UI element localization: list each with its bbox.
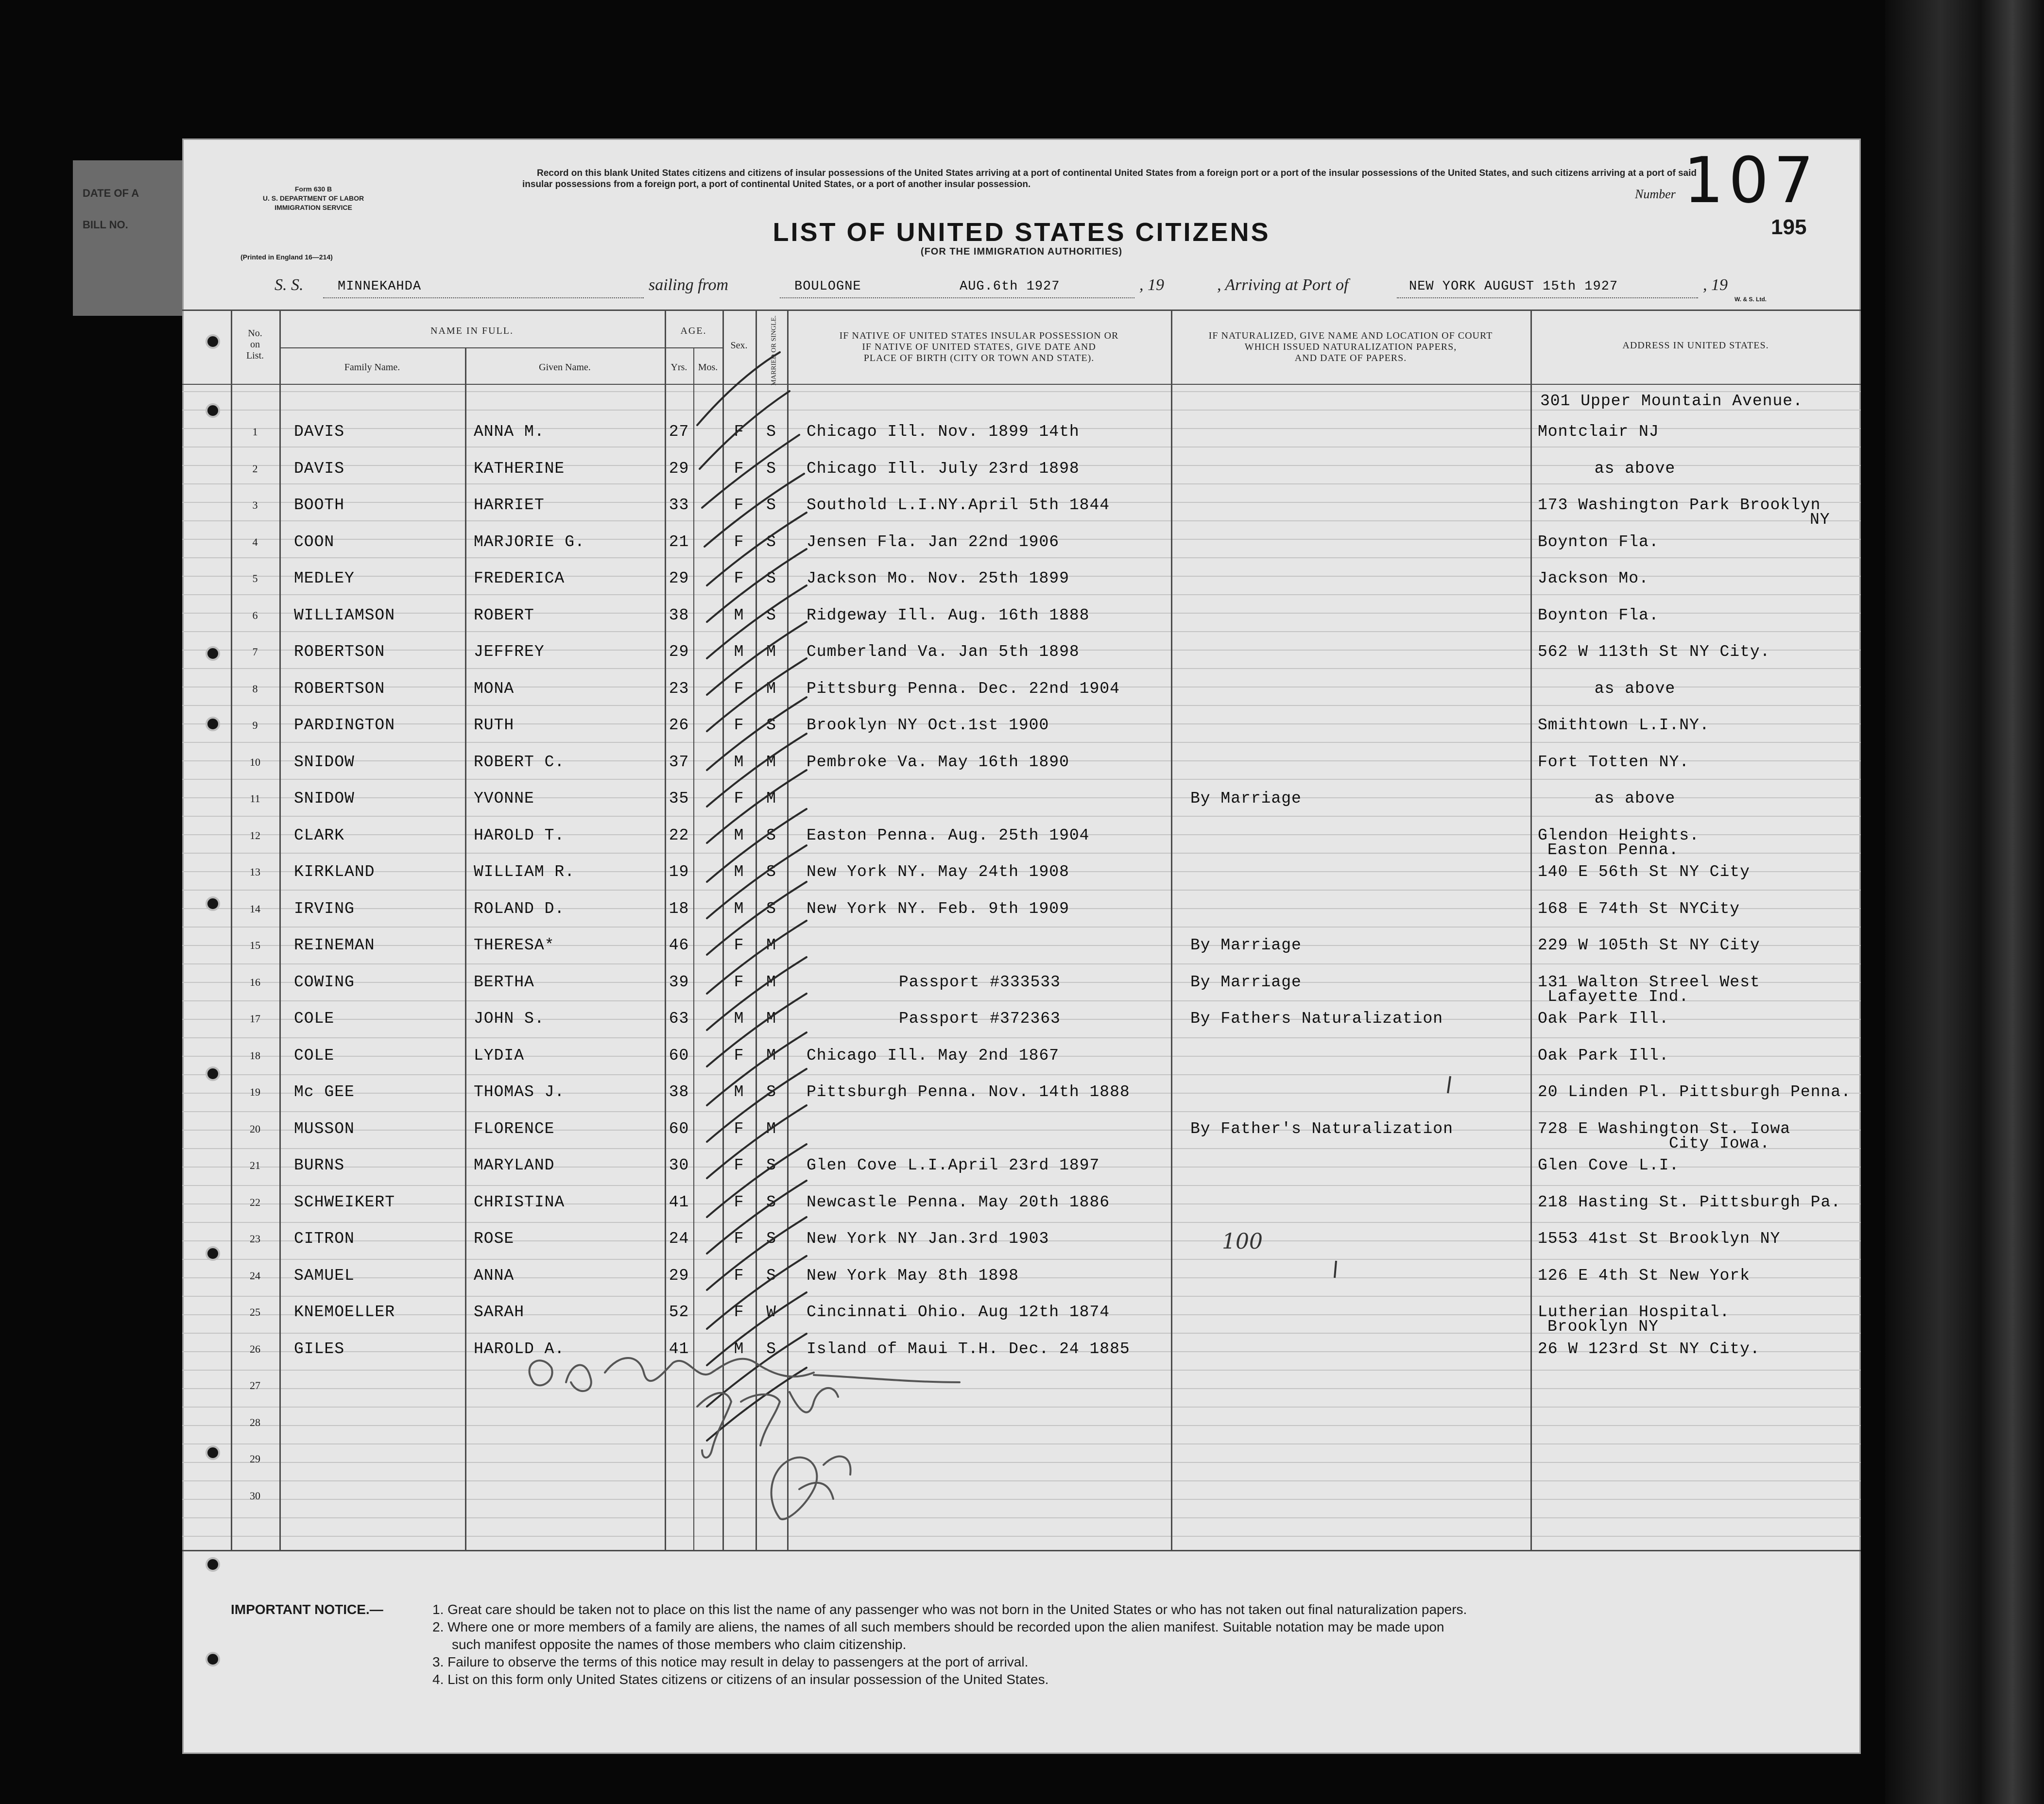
page-subtitle: (FOR THE IMMIGRATION AUTHORITIES) (920, 246, 1123, 257)
marital-status: S (766, 826, 776, 844)
row-number: 1 (252, 426, 258, 438)
pencil-check-mark (707, 658, 807, 731)
service-name: IMMIGRATION SERVICE (275, 204, 352, 211)
sex: M (734, 643, 744, 661)
address: Fort Totten NY. (1538, 753, 1690, 771)
given-name: LYDIA (474, 1046, 525, 1065)
address: Glen Cove L.I. (1538, 1156, 1680, 1174)
family-name: WILLIAMSON (294, 606, 395, 624)
address-line-2: City Iowa. (1669, 1134, 1770, 1152)
row20-handwritten-note: 100 (1222, 1229, 1263, 1254)
underlying-sheet (73, 160, 194, 316)
age-years: 26 (669, 716, 689, 734)
pencil-check-mark (707, 809, 807, 882)
given-name: ANNA M. (474, 423, 545, 441)
naturalization: By Marriage (1190, 936, 1302, 954)
row-number: 21 (250, 1159, 260, 1171)
printed-in-note: (Printed in England 16—214) (240, 253, 333, 261)
sex: F (734, 496, 744, 514)
notice-item-2-cont: such manifest opposite the names of those members who claim citizenship. (452, 1637, 907, 1652)
family-name: BURNS (294, 1156, 345, 1174)
marital-status: M (766, 1010, 776, 1028)
sex: F (734, 1230, 744, 1248)
header-naturalized: IF NATURALIZED, GIVE NAME AND LOCATION OF COURT WHICH ISSUED NATURALIZATION PAPERS, AND DATE OF PAPERS. (1208, 330, 1493, 363)
age-years: 30 (669, 1156, 689, 1174)
marital-status: M (766, 753, 776, 771)
birth-place-date: Ridgeway Ill. Aug. 16th 1888 (807, 606, 1090, 624)
birth-place-date: New York NY. Feb. 9th 1909 (807, 899, 1069, 918)
marital-status: S (766, 1156, 776, 1174)
sex: F (734, 1193, 744, 1211)
pencil-check-mark (707, 994, 807, 1066)
manifest-page (182, 138, 1861, 1754)
address-pre-line: 301 Upper Mountain Avenue. (1540, 392, 1803, 410)
age-years: 23 (669, 679, 689, 698)
marital-status: M (766, 679, 776, 698)
birth-place-date: Easton Penna. Aug. 25th 1904 (807, 826, 1090, 844)
address: Montclair NJ (1538, 423, 1659, 441)
sex: M (734, 899, 744, 918)
address: Oak Park Ill. (1538, 1046, 1669, 1065)
age-years: 52 (669, 1303, 689, 1321)
row-number: 17 (250, 1013, 260, 1025)
pencil-check-mark (707, 1144, 807, 1217)
address: 168 E 74th St NYCity (1538, 899, 1740, 918)
birth-place-date: Jackson Mo. Nov. 25th 1899 (807, 569, 1069, 587)
address: 140 E 56th St NY City (1538, 863, 1750, 881)
row-number: 20 (250, 1122, 260, 1135)
marital-status: S (766, 459, 776, 478)
sex: F (734, 1046, 744, 1065)
given-name: CHRISTINA (474, 1193, 565, 1211)
marital-status: M (766, 936, 776, 954)
age-years: 41 (669, 1340, 689, 1358)
birth-place-date: Southold L.I.NY.April 5th 1844 (807, 496, 1110, 514)
sex: F (734, 679, 744, 698)
row-number: 26 (250, 1342, 260, 1355)
age-years: 29 (669, 1266, 689, 1285)
family-name: MUSSON (294, 1119, 355, 1138)
pencil-check-mark (707, 622, 807, 695)
marital-status: W (766, 1303, 776, 1321)
header-months: Mos. (698, 362, 718, 373)
marital-status: S (766, 1193, 776, 1211)
naturalization: By Father's Naturalization (1190, 1119, 1453, 1138)
pencil-check-mark (697, 352, 780, 425)
given-name: SARAH (474, 1303, 525, 1321)
row-number: 9 (252, 719, 258, 731)
pencil-check-mark (704, 474, 804, 547)
pencil-check-mark (707, 1181, 807, 1254)
given-name: ROBERT (474, 606, 534, 624)
family-name: DAVIS (294, 459, 345, 478)
age-years: 35 (669, 790, 689, 808)
address: as above (1594, 459, 1676, 478)
given-name: ANNA (474, 1266, 515, 1285)
row-number: 8 (252, 682, 258, 695)
printer-mark: W. & S. Ltd. (1735, 296, 1767, 303)
handwritten-marks (182, 138, 1861, 1754)
birth-place-date: Jensen Fla. Jan 22nd 1906 (807, 533, 1060, 551)
address-line-2: Lafayette Ind. (1547, 987, 1689, 1006)
number-label: Number (1635, 187, 1676, 201)
ship-name: MINNEKAHDA (338, 279, 422, 294)
marital-status: S (766, 606, 776, 624)
row-number: 19 (250, 1086, 260, 1098)
age-years: 29 (669, 459, 689, 478)
address: 218 Hasting St. Pittsburgh Pa. (1538, 1193, 1841, 1211)
marital-status: S (766, 1266, 776, 1285)
header-given-name: Given Name. (539, 362, 591, 373)
given-name: JOHN S. (474, 1010, 545, 1028)
birth-place-date: Cincinnati Ohio. Aug 12th 1874 (807, 1303, 1110, 1321)
birth-place-date: Passport #372363 (899, 1010, 1061, 1028)
address: 173 Washington Park Brooklyn (1538, 496, 1821, 514)
family-name: DAVIS (294, 423, 345, 441)
given-name: FREDERICA (474, 569, 565, 587)
birth-place-date: Passport #333533 (899, 973, 1061, 991)
sex: F (734, 459, 744, 478)
row-number: 10 (250, 756, 260, 768)
marital-status: M (766, 973, 776, 991)
department-name: U. S. DEPARTMENT OF LABOR (262, 194, 364, 202)
notice-item-4: 4. List on this form only United States citizens or citizens of an insular possession of the United States. (432, 1672, 1049, 1687)
address: Glendon Heights. (1538, 826, 1700, 844)
notice-item-3: 3. Failure to observe the terms of this notice may result in delay to passengers at the port of arrival. (432, 1654, 1029, 1669)
birth-place-date: Brooklyn NY Oct.1st 1900 (807, 716, 1049, 734)
header-family-name: Family Name. (344, 362, 400, 373)
stray-marks (1335, 1076, 1450, 1278)
row-number: 6 (252, 609, 258, 621)
address-line-2: Brooklyn NY (1547, 1318, 1659, 1336)
sex: M (734, 1010, 744, 1028)
sex: F (734, 533, 744, 551)
given-name: MARYLAND (474, 1156, 555, 1174)
pencil-check-mark (700, 391, 790, 469)
address: 229 W 105th St NY City (1538, 936, 1760, 954)
sailing-date: AUG.6th 1927 (960, 279, 1060, 294)
marital-status: S (766, 569, 776, 587)
pencil-check-mark (707, 882, 807, 955)
marital-status: M (766, 643, 776, 661)
header-address: ADDRESS IN UNITED STATES. (1622, 340, 1769, 351)
family-name: IRVING (294, 899, 355, 918)
naturalization: By Fathers Naturalization (1190, 1010, 1443, 1028)
birth-place-date: New York NY. May 24th 1908 (807, 863, 1069, 881)
given-name: RUTH (474, 716, 515, 734)
header-sex: Sex. (730, 340, 748, 351)
sex: F (734, 973, 744, 991)
given-name: FLORENCE (474, 1119, 555, 1138)
given-name: THERESA* (474, 936, 555, 954)
age-years: 29 (669, 643, 689, 661)
year-label-1: , 19 (1139, 276, 1164, 294)
scan-edge (1885, 0, 2044, 1804)
family-name: SAMUEL (294, 1266, 355, 1285)
sex: F (734, 716, 744, 734)
sex: M (734, 863, 744, 881)
birth-place-date: Chicago Ill. July 23rd 1898 (807, 459, 1080, 478)
birth-place-date: Chicago Ill. May 2nd 1867 (807, 1046, 1060, 1065)
marital-status: S (766, 863, 776, 881)
row-number: 25 (250, 1306, 260, 1318)
birth-place-date: Pittsburgh Penna. Nov. 14th 1888 (807, 1083, 1130, 1101)
pencil-check-mark (707, 1217, 807, 1290)
family-name: COWING (294, 973, 355, 991)
pencil-check-mark (707, 1069, 807, 1142)
sex: M (734, 753, 744, 771)
family-name: Mc GEE (294, 1083, 355, 1101)
sex: F (734, 569, 744, 587)
header-years: Yrs. (670, 362, 687, 373)
age-years: 18 (669, 899, 689, 918)
naturalization: By Marriage (1190, 790, 1302, 808)
marital-status: S (766, 496, 776, 514)
naturalization: By Marriage (1190, 973, 1302, 991)
address: 728 E Washington St. Iowa (1538, 1119, 1791, 1138)
sex: F (734, 1119, 744, 1138)
given-name: MARJORIE G. (474, 533, 585, 551)
row-number: 27 (250, 1379, 260, 1392)
row-number: 24 (250, 1269, 260, 1282)
row-number: 7 (252, 646, 258, 658)
family-name: COON (294, 533, 335, 551)
header-married-or-single: MARRIED OR SINGLE. (770, 315, 778, 386)
age-years: 33 (669, 496, 689, 514)
pencil-check-mark (707, 1368, 807, 1441)
given-name: HAROLD T. (474, 826, 565, 844)
age-years: 27 (669, 423, 689, 441)
header-name-in-full: NAME IN FULL. (430, 326, 514, 336)
family-name: SNIDOW (294, 753, 355, 771)
pencil-check-mark (707, 734, 807, 807)
family-name: CLARK (294, 826, 345, 844)
given-name: JEFFREY (474, 643, 545, 661)
given-name: HAROLD A. (474, 1340, 565, 1358)
row-number: 15 (250, 939, 260, 951)
age-years: 60 (669, 1119, 689, 1138)
family-name: CITRON (294, 1230, 355, 1248)
marital-status: M (766, 1046, 776, 1065)
given-name: THOMAS J. (474, 1083, 565, 1101)
form-number: Form 630 B (294, 185, 332, 193)
birth-place-date: Cumberland Va. Jan 5th 1898 (807, 643, 1080, 661)
row-number: 29 (250, 1453, 260, 1465)
inspector-signature (530, 1358, 960, 1458)
pencil-check-mark (707, 770, 807, 843)
address: Jackson Mo. (1538, 569, 1649, 587)
page-number: 195 (1771, 215, 1807, 239)
underlying-sheet-text-2: BILL NO. (83, 219, 128, 231)
address: 26 W 123rd St NY City. (1538, 1340, 1760, 1358)
age-years: 29 (669, 569, 689, 587)
pencil-check-mark (702, 435, 799, 508)
manifest-number: 107 (1683, 143, 1819, 217)
address: Boynton Fla. (1538, 606, 1659, 624)
page-title: LIST OF UNITED STATES CITIZENS (773, 218, 1271, 247)
birth-place-date: New York NY Jan.3rd 1903 (807, 1230, 1049, 1248)
family-name: ROBERTSON (294, 643, 385, 661)
marital-status: S (766, 899, 776, 918)
age-years: 38 (669, 606, 689, 624)
notice-item-1: 1. Great care should be taken not to place on this list the name of any passenger who was not born in the United States or who has not taken out final naturalization papers. (432, 1602, 1467, 1617)
age-years: 21 (669, 533, 689, 551)
sex: F (734, 1266, 744, 1285)
marital-status: S (766, 423, 776, 441)
given-name: BERTHA (474, 973, 534, 991)
row-number: 4 (252, 535, 258, 548)
age-years: 60 (669, 1046, 689, 1065)
pencil-check-mark (707, 957, 807, 1030)
sex: F (734, 1156, 744, 1174)
given-name: ROSE (474, 1230, 515, 1248)
address: as above (1594, 679, 1676, 698)
address: as above (1594, 790, 1676, 808)
pencil-check-mark (707, 549, 807, 622)
address: 20 Linden Pl. Pittsburgh Penna. (1538, 1083, 1851, 1101)
row-number: 23 (250, 1233, 260, 1245)
given-name: ROLAND D. (474, 899, 565, 918)
family-name: COLE (294, 1046, 335, 1065)
age-years: 38 (669, 1083, 689, 1101)
address: 1553 41st St Brooklyn NY (1538, 1230, 1781, 1248)
family-name: PARDINGTON (294, 716, 395, 734)
address-line-2: Easton Penna. (1547, 841, 1679, 859)
birth-place-date: Glen Cove L.I.April 23rd 1897 (807, 1156, 1100, 1174)
marital-status: S (766, 533, 776, 551)
sex: M (734, 606, 744, 624)
row-number: 16 (250, 976, 260, 988)
header-no-on-list: No. on List. (246, 328, 264, 361)
family-name: ROBERTSON (294, 679, 385, 698)
header-age: AGE. (680, 326, 707, 336)
ss-label: S. S. (275, 276, 304, 294)
marital-status: S (766, 1083, 776, 1101)
row-number: 5 (252, 572, 258, 584)
row-number: 28 (250, 1416, 260, 1428)
record-instructions: Record on this blank United States citizens and citizens of insular possessions of the United States arriving at a port of continental United States from a foreign port or a port of the insular possessions of the United States, and such citizens arriving at a port of said insular possessions from a foreign port, a port of continental United States, or a port of another insular possession. (522, 168, 1697, 189)
sex: F (734, 1303, 744, 1321)
pencil-check-mark (707, 1032, 807, 1105)
arrival-info: NEW YORK AUGUST 15th 1927 (1409, 279, 1618, 294)
sex: F (734, 423, 744, 441)
sailing-from-label: sailing from (649, 276, 729, 294)
age-years: 63 (669, 1010, 689, 1028)
marital-status: M (766, 790, 776, 808)
age-years: 46 (669, 936, 689, 954)
age-years: 41 (669, 1193, 689, 1211)
address: Smithtown L.I.NY. (1538, 716, 1710, 734)
row-number: 22 (250, 1196, 260, 1208)
departure-port: BOULOGNE (794, 279, 861, 294)
row-number: 12 (250, 829, 260, 842)
age-years: 22 (669, 826, 689, 844)
row-number: 2 (252, 462, 258, 475)
row-number: 11 (250, 792, 260, 805)
age-years: 37 (669, 753, 689, 771)
family-name: KNEMOELLER (294, 1303, 395, 1321)
pencil-check-mark (707, 845, 807, 918)
notice-item-2: 2. Where one or more members of a family are aliens, the names of all such members should be recorded upon the alien manifest. Suitable notation may be made upon (432, 1619, 1444, 1634)
handwritten-count (772, 1457, 851, 1519)
sex: M (734, 826, 744, 844)
header-birth: IF NATIVE OF UNITED STATES INSULAR POSSESSION OR IF NATIVE OF UNITED STATES, GIVE DATE AND PLACE OF BIRTH (CITY OR TOWN AND STATE). (839, 330, 1119, 363)
notice-label: IMPORTANT NOTICE.— (231, 1602, 383, 1617)
family-name: GILES (294, 1340, 345, 1358)
birth-place-date: Pembroke Va. May 16th 1890 (807, 753, 1069, 771)
age-years: 24 (669, 1230, 689, 1248)
address: 562 W 113th St NY City. (1538, 643, 1770, 661)
family-name: COLE (294, 1010, 335, 1028)
address: Oak Park Ill. (1538, 1010, 1669, 1028)
sex: M (734, 1340, 744, 1358)
row-number: 13 (250, 866, 260, 878)
marital-status: M (766, 1119, 776, 1138)
family-name: KIRKLAND (294, 863, 375, 881)
pencil-check-mark (707, 697, 807, 770)
given-name: WILLIAM R. (474, 863, 575, 881)
age-years: 19 (669, 863, 689, 881)
address: Boynton Fla. (1538, 533, 1659, 551)
row-number: 3 (252, 499, 258, 511)
sex: F (734, 790, 744, 808)
address-line-2: NY (1810, 511, 1830, 529)
year-label-2: , 19 (1703, 276, 1728, 294)
family-name: SNIDOW (294, 790, 355, 808)
row-number: 18 (250, 1049, 260, 1062)
row-number: 30 (250, 1489, 260, 1502)
pencil-check-mark (707, 1292, 807, 1365)
marital-status: S (766, 1340, 776, 1358)
family-name: BOOTH (294, 496, 345, 514)
address: Lutherian Hospital. (1538, 1303, 1730, 1321)
birth-place-date: New York May 8th 1898 (807, 1266, 1019, 1285)
arriving-label: , Arriving at Port of (1217, 276, 1349, 294)
pencil-check-mark (707, 1256, 807, 1329)
birth-place-date: Pittsburg Penna. Dec. 22nd 1904 (807, 679, 1120, 698)
underlying-sheet-text-1: DATE OF A (83, 187, 139, 199)
sex: F (734, 936, 744, 954)
family-name: MEDLEY (294, 569, 355, 587)
given-name: ROBERT C. (474, 753, 565, 771)
address: 126 E 4th St New York (1538, 1266, 1750, 1285)
birth-place-date: Chicago Ill. Nov. 1899 14th (807, 423, 1080, 441)
pencil-check-mark (707, 585, 807, 658)
age-years: 39 (669, 973, 689, 991)
pencil-check-mark (707, 921, 807, 994)
given-name: KATHERINE (474, 459, 565, 478)
birth-place-date: Newcastle Penna. May 20th 1886 (807, 1193, 1110, 1211)
pencil-check-mark (707, 513, 807, 585)
given-name: MONA (474, 679, 515, 698)
pencil-check-mark (707, 1105, 807, 1178)
family-name: REINEMAN (294, 936, 375, 954)
address: 131 Walton Streel West (1538, 973, 1760, 991)
row-number: 14 (250, 902, 260, 915)
given-name: HARRIET (474, 496, 545, 514)
marital-status: S (766, 1230, 776, 1248)
family-name: SCHWEIKERT (294, 1193, 395, 1211)
given-name: YVONNE (474, 790, 534, 808)
sex: M (734, 1083, 744, 1101)
marital-status: S (766, 716, 776, 734)
birth-place-date: Island of Maui T.H. Dec. 24 1885 (807, 1340, 1130, 1358)
